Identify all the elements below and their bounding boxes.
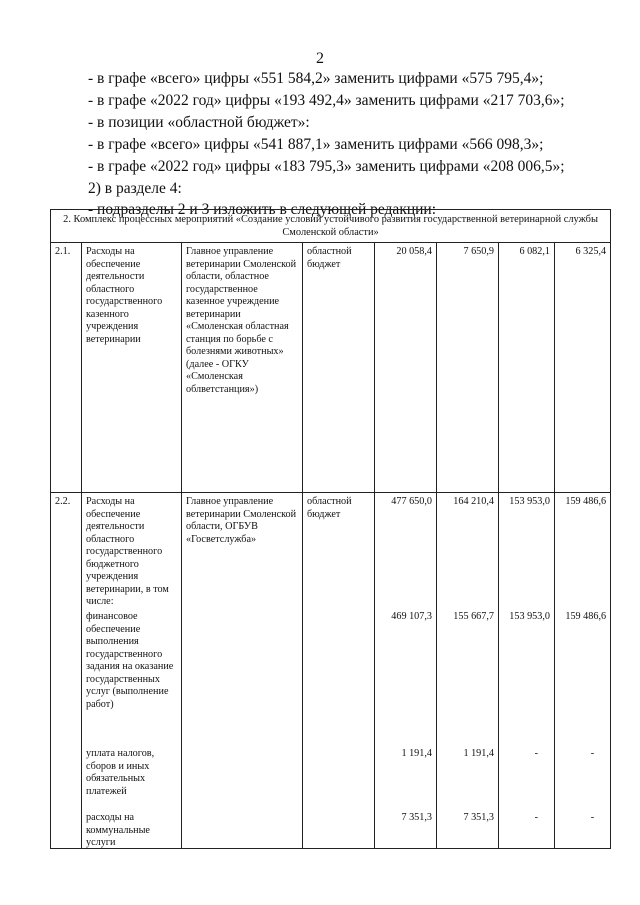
row-2023: 153 953,0 xyxy=(509,496,550,507)
row-name: Расходы на обеспечение деятельности областного государственного казенного учреждения ветеринарии xyxy=(82,243,182,493)
row-2023: 6 082,1 xyxy=(499,243,555,493)
row-2022: 164 210,4 xyxy=(453,496,494,507)
subitem-total: 469 107,3 xyxy=(391,611,432,622)
program-table xyxy=(50,209,611,849)
subitem-2023: - xyxy=(534,812,538,823)
subitem-2024: 159 486,6 xyxy=(565,611,607,622)
subitem-2024: - xyxy=(590,748,595,759)
row-source: областной бюджет xyxy=(303,243,375,493)
intro-line-2: - в графе «2022 год» цифры «193 492,4» заменить цифрами «217 703,6»; xyxy=(88,92,565,109)
subitem-2023: - xyxy=(534,748,538,759)
intro-line-1: - в графе «всего» цифры «551 584,2» заменить цифрами «575 795,4»; xyxy=(88,70,544,87)
intro-line-5: - в графе «2022 год» цифры «183 795,3» заменить цифрами «208 006,5»; xyxy=(88,158,565,175)
table-row xyxy=(51,243,611,493)
row-executor: Главное управление ветеринарии Смоленской области, областное государственное казенное учреждение ветеринарии «Смоленская областная станция по борьбе с болезнями животных» (далее - ОГКУ «Смоленская облветстанция») xyxy=(182,243,303,493)
section-title: 2. Комплекс процессных мероприятий «Создание условий устойчивого развития государственной ветеринарной службы Смоленской области» xyxy=(51,210,611,243)
row-2024: 159 486,6 xyxy=(565,496,607,507)
row-2024: 6 325,4 xyxy=(555,243,611,493)
row-name-cell xyxy=(82,493,182,849)
row-2022-cell xyxy=(437,493,499,849)
row-number: 2.1. xyxy=(51,243,82,493)
intro-line-3: - в позиции «областной бюджет»: xyxy=(88,114,310,131)
page-number: 2 xyxy=(316,50,324,67)
subitem-2024: - xyxy=(590,812,595,823)
row-total-cell xyxy=(375,493,437,849)
subitem-name: финансовое обеспечение выполнения государственного задания на оказание государственных услуг (выполнение работ) xyxy=(86,611,174,710)
row-source: областной бюджет xyxy=(303,493,375,849)
section-title-row xyxy=(51,210,611,243)
intro-line-7: - подразделы 2 и 3 изложить в следующей редакции: xyxy=(88,201,437,218)
subitem-2022: 1 191,4 xyxy=(463,748,494,759)
table-row xyxy=(51,493,611,849)
row-executor: Главное управление ветеринарии Смоленской области, ОГБУВ «Госветслужба» xyxy=(182,493,303,849)
subitem-total: 1 191,4 xyxy=(401,748,432,759)
subitem-name: уплата налогов, сборов и иных обязательных платежей xyxy=(86,748,155,797)
row-number: 2.2. xyxy=(51,493,82,849)
row-2023-cell xyxy=(499,493,555,849)
subitem-name: расходы на коммунальные услуги xyxy=(86,812,150,848)
subitem-2022: 155 667,7 xyxy=(453,611,494,622)
subitem-2023: 153 953,0 xyxy=(509,611,550,622)
row-2024-cell xyxy=(555,493,611,849)
row-total: 20 058,4 xyxy=(375,243,437,493)
intro-line-4: - в графе «всего» цифры «541 887,1» заменить цифрами «566 098,3»; xyxy=(88,136,544,153)
row-name: Расходы на обеспечение деятельности областного государственного бюджетного учреждения ветеринарии, в том числе: xyxy=(86,496,169,607)
subitem-2022: 7 351,3 xyxy=(463,812,494,823)
subitem-total: 7 351,3 xyxy=(401,812,432,823)
intro-line-6: 2) в разделе 4: xyxy=(88,180,182,197)
row-2022: 7 650,9 xyxy=(437,243,499,493)
row-total: 477 650,0 xyxy=(391,496,432,507)
